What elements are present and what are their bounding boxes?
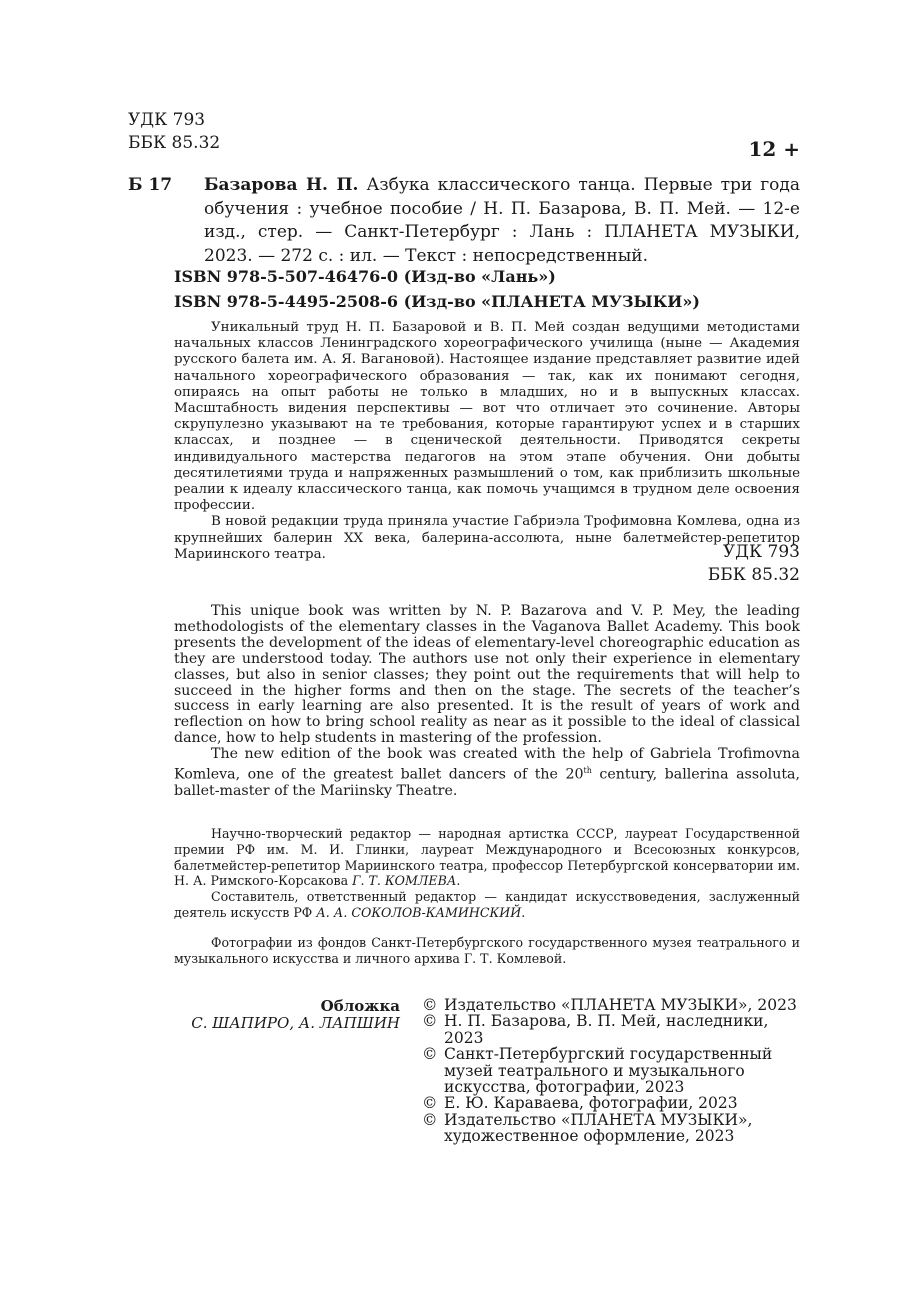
cover-credit: [170, 998, 400, 1032]
age-rating: 12 +: [748, 137, 800, 161]
description-text: Азбука классического танца. Первые три года обучения : учебное пособие / Н. П. Базарова, В. П. Мей. — 12-е изд., стер. — Санкт-Петербург : Лань : ПЛАНЕТА МУЗЫКИ, 2023. — 272 с. : ил. — Текст : непосредственный.: [204, 175, 801, 266]
isbn-block: [174, 264, 700, 314]
bibliographic-description: [204, 174, 800, 268]
cover-label: Обложка: [320, 997, 400, 1015]
isbn-planeta: ISBN 978-5-4495-2508-6 (Изд-во «ПЛАНЕТА МУЗЫКИ»): [174, 292, 700, 311]
udk-code-repeat: УДК 793: [722, 542, 800, 562]
abstract-ru-paragraph: В новой редакции труда приняла участие Габриэла Трофимовна Комлева, одна из крупнейших балерин XX века, балерина-ассолюта, ныне балетмейстер-репетитор Мариинского театра.: [174, 514, 800, 562]
abstract-english: [174, 604, 800, 800]
abstract-ru-paragraph: Уникальный труд Н. П. Базаровой и В. П. Мей создан ведущими методистами начальных классов Ленинградского хореографического училища (ныне — Академия русского балета им. А. Я. Вагановой). Настоящее издание представляет развитие идей начального хореографического образования — так, как их понимают сегодня, опираясь на опыт работы не только в младших, но и в выпускных классах. Масштабность видения перспективы — вот что отличает это сочинение. Авторы скрупулезно указывают на те требования, которые гарантируют успех и в старших классах, и позднее — в сценической деятельности. Приводятся секреты индивидуального мастерства педагогов на этом этапе обучения. Они добыты десятилетиями труда и напряженных размышлений о том, как приблизить школьные реалии к идеалу классического танца, как помочь учащимся в трудном деле освоения профессии.: [174, 320, 800, 514]
ordinal-suffix: th: [583, 766, 592, 776]
copyright-text: Е. Ю. Караваева, фотографии, 2023: [444, 1094, 738, 1113]
copyright-icon: ©: [422, 1110, 438, 1129]
copyright-list: [422, 997, 802, 1145]
photos-note-text: Фотографии из фондов Санкт-Петербургского государственного музея театрального и музыкального искусства и личного архива Г. Т. Комлевой.: [174, 935, 800, 966]
copyright-item: [422, 1046, 802, 1095]
compiler-text: Составитель, ответственный редактор — кандидат искусствоведения, заслуженный деятель искусств РФ: [174, 889, 800, 920]
abstract-russian: [174, 320, 800, 563]
abstract-en-paragraph: This unique book was written by N. P. Bazarova and V. P. Mey, the leading methodologists of the elementary classes in the Vaganova Ballet Academy. This book presents the development of the ideas of elementary-level choreographic education as they are understood today. The authors use not only their experience in elementary classes, but also in senior classes; they point out the requirements that will help to succeed in the higher forms and then on the stage. The secrets of the teacher’s success in early learning are also presented. It is the result of years of work and reflection on how to bring school reality as near as it possible to the ideal of classical dance, how to help students in mastering of the profession.: [174, 603, 800, 747]
copyright-text: Издательство «ПЛАНЕТА МУЗЫКИ», художественное оформление, 2023: [444, 1110, 753, 1146]
bbk-code-repeat: ББК 85.32: [707, 565, 800, 585]
abstract-en-text: century, ballerina assoluta, ballet-master of the Mariinsky Theatre.: [174, 766, 800, 799]
author-name: Базарова Н. П.: [204, 175, 359, 195]
copyright-text: Санкт-Петербургский государственный музей театрального и музыкального искусства, фотографии, 2023: [444, 1045, 773, 1097]
copyright-item: [422, 1013, 802, 1046]
scientific-editor-text: Научно-творческий редактор — народная артистка СССР, лауреат Государственной премии РФ им. М. И. Глинки, лауреат Международного и Всесоюзных конкурсов, балетмейстер-репетитор Мариинского театра, профессор Петербургской консерватории им. Н. А. Римского-Корсакова: [174, 826, 800, 889]
copyright-icon: ©: [422, 1094, 438, 1113]
abstract-en-text: The new edition of the book was created with the help of Gabriela Trofimovna Komleva, one of the greatest ballet dancers of the 20: [174, 746, 800, 783]
abstract-en-paragraph: [174, 747, 800, 799]
cover-designers: С. ШАПИРО, А. ЛАПШИН: [191, 1014, 400, 1032]
bbk-code: ББК 85.32: [128, 133, 221, 153]
classification-repeat: [708, 541, 800, 587]
author-sign: Б 17: [128, 175, 173, 195]
bibliographic-record: [128, 174, 800, 268]
scientific-editor-name: Г. Т. КОМЛЕВА: [352, 873, 457, 889]
copyright-text: Н. П. Базарова, В. П. Мей, наследники, 2023: [444, 1012, 769, 1047]
copyright-icon: ©: [422, 1045, 438, 1064]
compiler: Составитель, ответственный редактор — кандидат искусствоведения, заслуженный деятель искусств РФ А. А. СОКОЛОВ-КАМИНСКИЙ.: [174, 889, 800, 920]
copyright-text: Издательство «ПЛАНЕТА МУЗЫКИ», 2023: [444, 996, 797, 1014]
compiler-name: А. А. СОКОЛОВ-КАМИНСКИЙ: [316, 904, 522, 920]
copyright-item: [422, 1112, 802, 1145]
copyright-icon: ©: [422, 996, 438, 1014]
copyright-item: [422, 1095, 802, 1111]
classification-block: [128, 109, 220, 155]
copyright-item: [422, 997, 802, 1013]
isbn-lan: ISBN 978-5-507-46476-0 (Изд-во «Лань»): [174, 267, 556, 286]
copyright-icon: ©: [422, 1012, 438, 1031]
editors-block: [174, 826, 800, 921]
udk-code: УДК 793: [128, 110, 206, 130]
scientific-editor: Научно-творческий редактор — народная артистка СССР, лауреат Государственной премии РФ им. М. И. Глинки, лауреат Международного и Всесоюзных конкурсов, балетмейстер-репетитор Мариинского театра, профессор Петербургской консерватории им. Н. А. Римского-Корсакова Г. Т. КОМЛЕВА.: [174, 826, 800, 889]
photos-note: [174, 935, 800, 967]
